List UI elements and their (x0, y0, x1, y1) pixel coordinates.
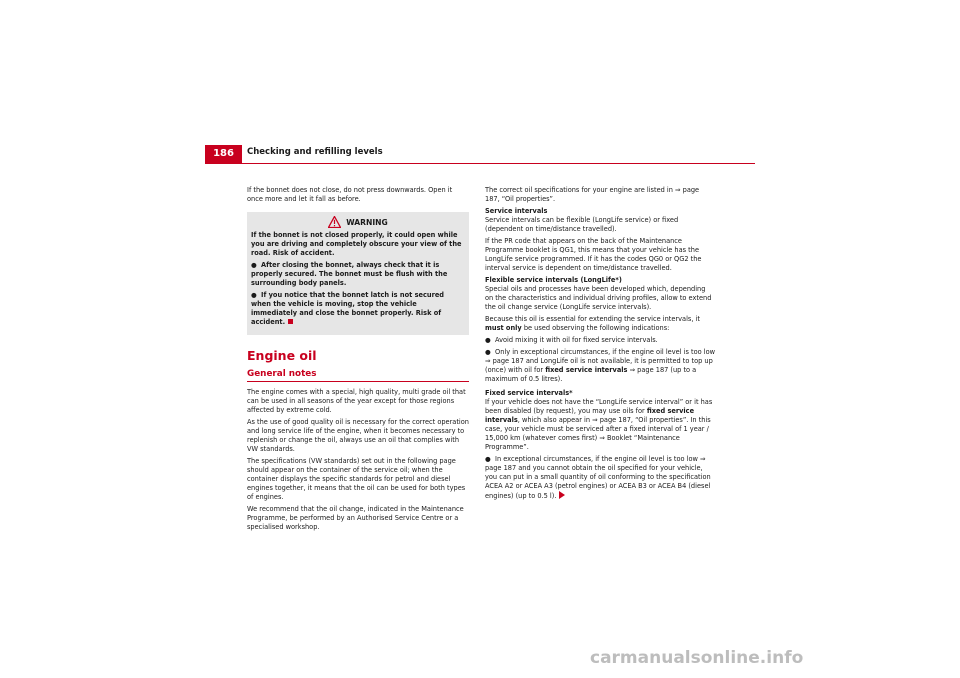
bullet-icon: ● (251, 291, 257, 299)
body-paragraph: We recommend that the oil change, indicated in the Maintenance Programme, be performed by an Authorised Service Centre or a specialised workshop. (247, 505, 464, 531)
emphasis-text: must only (485, 324, 522, 332)
bullet-item (485, 336, 715, 345)
body-paragraph: If the PR code that appears on the back of the Maintenance Programme booklet is QG1, this means that your vehicle has the LongLife service programmed. If it has the codes QG0 or QG2 the interval service is dependent on time/distance travelled. (485, 237, 702, 272)
bullet-icon: ● (485, 455, 491, 463)
warning-box (247, 212, 469, 335)
text-run: If your vehicle does not have the “LongLife service interval” or it has been disabled (by request), you may use oils for (485, 398, 713, 415)
end-square-icon (288, 319, 293, 324)
right-column (485, 186, 715, 504)
body-paragraph: The engine comes with a special, high quality, multi grade oil that can be used in all seasons of the year except for those regions affected by extreme cold. (247, 388, 466, 414)
page-number: 186 (205, 145, 242, 163)
text-run: Because this oil is essential for extending the service intervals, it (485, 315, 700, 323)
left-column (247, 186, 469, 535)
warning-header (251, 216, 465, 228)
body-paragraph: As the use of good quality oil is necessary for the correct operation and long service life of the engine, when it becomes necessary to replenish or change the oil, always use an oil that complies with VW standards. (247, 418, 469, 453)
service-intervals-heading: Service intervals (485, 207, 548, 215)
bullet-item (485, 348, 715, 384)
fixed-intervals-heading: Fixed service intervals* (485, 389, 573, 397)
section-title: Engine oil (247, 348, 317, 363)
warning-triangle-icon (328, 218, 346, 227)
body-paragraph (485, 315, 715, 333)
subsection-title: General notes (247, 369, 469, 382)
bullet-icon: ● (251, 261, 257, 269)
warning-bullet-text: If you notice that the bonnet latch is not secured when the vehicle is moving, stop the vehicle immediately and close the bonnet properly. Risk of accident. (251, 291, 445, 326)
bullet-text: In exceptional circumstances, if the engine oil level is too low ⇒ page 187 and you cannot obtain the oil specified for your vehicle, you can put in a small quantity of oil conforming to the specification ACEA A2 or ACEA A3 (petrol engines) or ACEA B3 or ACEA B4 (diesel engines) (up to 0.5 l). (485, 455, 711, 500)
warning-text: If the bonnet is not closed properly, it could open while you are driving and completely obscure your view of the road. Risk of accident. (251, 231, 462, 257)
running-title: Checking and refilling levels (247, 147, 383, 157)
body-paragraph: Special oils and processes have been developed which, depending on the characteristics and individual driving profiles, allow to extend the oil change service (LongLife service intervals). (485, 285, 712, 311)
emphasis-text: fixed service intervals (485, 407, 695, 424)
text-run: , which also appear in ⇒ page 187, “Oil properties”. In this case, your vehicle must be serviced after a fixed interval of 1 year / 15,000 km (whatever comes first) ⇒ Booklet “Maintenance Programme”. (485, 416, 711, 451)
body-paragraph: The specifications (VW standards) set out in the following page should appear on the container of the service oil; when the container displays the specific standards for petrol and diesel engines together, it means that the oil can be used for both types of engines. (247, 457, 466, 501)
warning-bullet (251, 261, 465, 288)
emphasis-text: fixed service intervals (545, 366, 628, 374)
body-paragraph: Service intervals can be flexible (LongLife service) or fixed (dependent on time/distance travelled). (485, 216, 679, 233)
bullet-text: Avoid mixing it with oil for fixed service intervals. (495, 336, 658, 344)
watermark: carmanualsonline.info (590, 648, 804, 668)
bullet-icon: ● (485, 336, 491, 344)
intro-paragraph: If the bonnet does not close, do not press downwards. Open it once more and let it fall as before. (247, 186, 453, 203)
flexible-intervals-heading: Flexible service intervals (LongLife*) (485, 276, 622, 284)
warning-bullet-text: After closing the bonnet, always check that it is properly secured. The bonnet must be flush with the surrounding body panels. (251, 261, 448, 287)
text-run: ⇒ page 187 (up to a maximum of 0.5 litres). (485, 366, 697, 383)
bullet-item (485, 455, 715, 501)
text-run: Only in exceptional circumstances, if the engine oil level is too low ⇒ page 187 and LongLife oil is not available, it is permitted to top up (once) with oil for (485, 348, 715, 374)
warning-bullet (251, 291, 465, 327)
continue-arrow-icon (559, 491, 565, 499)
body-paragraph: The correct oil specifications for your engine are listed in ⇒ page 187, “Oil properties”. (485, 186, 700, 203)
warning-title: WARNING (346, 218, 388, 227)
body-paragraph (485, 398, 715, 452)
text-run: be used observing the following indications: (521, 324, 670, 332)
header-rule (205, 163, 755, 164)
bullet-icon: ● (485, 348, 491, 356)
